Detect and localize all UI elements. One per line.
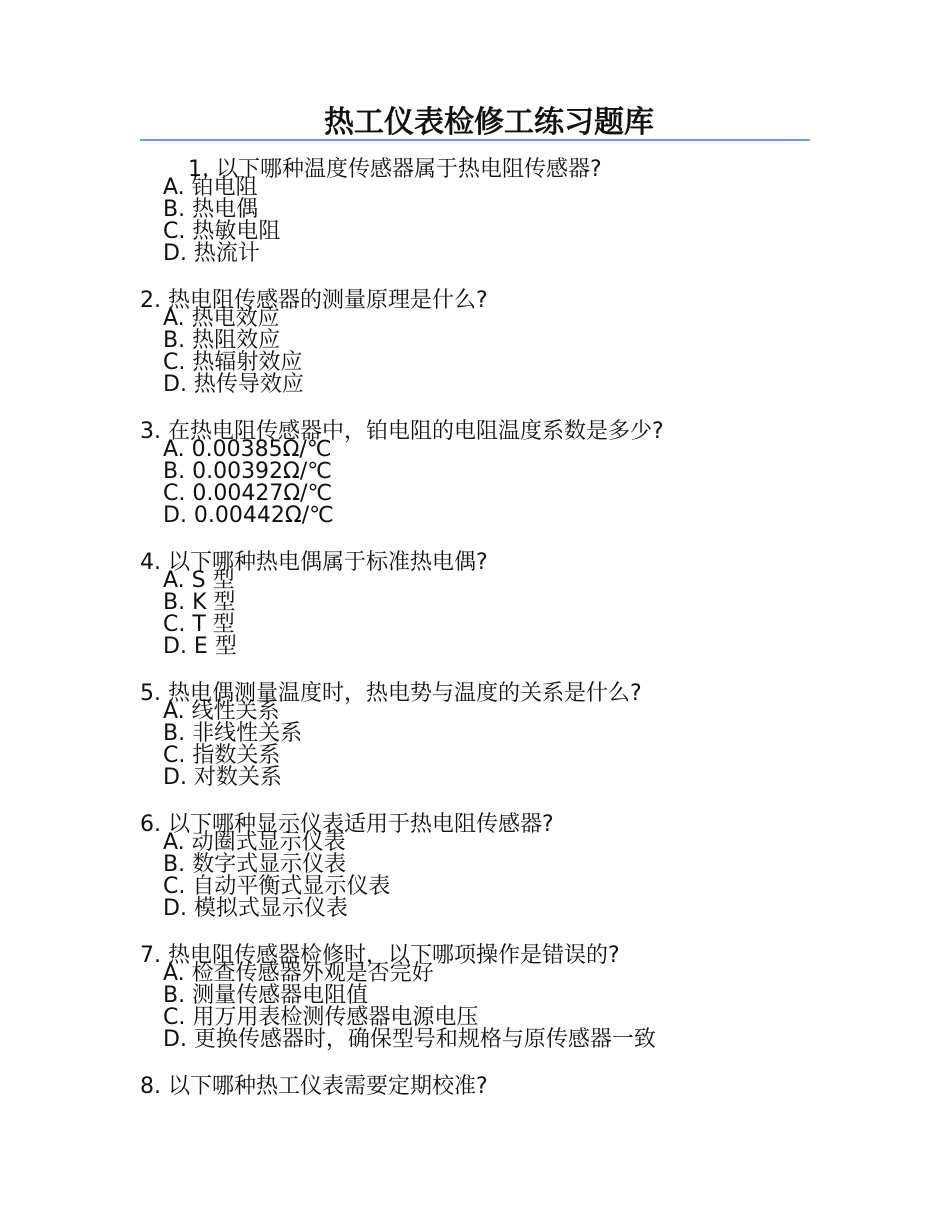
question-text: 6. 以下哪种显示仪表适用于热电阻传感器?: [140, 812, 554, 837]
option-d: D. E 型: [163, 634, 237, 659]
option-b: B. 热阻效应: [163, 328, 281, 353]
option-c: C. 热辐射效应: [163, 350, 303, 375]
question-item: [140, 155, 800, 265]
option-d: D. 热流计: [163, 241, 260, 266]
option-b: B. 0.00392Ω/℃: [163, 459, 332, 484]
question-item: [140, 1072, 800, 1102]
question-text: 4. 以下哪种热电偶属于标准热电偶?: [140, 550, 488, 575]
question-item: [140, 941, 800, 1051]
option-b: B. K 型: [163, 590, 236, 615]
option-c: C. 用万用表检测传感器电源电压: [163, 1005, 479, 1030]
option-a: A. 0.00385Ω/℃: [163, 437, 332, 462]
option-d: D. 0.00442Ω/℃: [163, 503, 334, 528]
document-title: 热工仪表检修工练习题库: [324, 105, 654, 140]
question-text: 2. 热电阻传感器的测量原理是什么?: [140, 288, 488, 313]
option-c: C. 自动平衡式显示仪表: [163, 874, 391, 899]
option-list: [140, 963, 800, 1051]
option-b: B. 数字式显示仪表: [163, 852, 347, 877]
option-b: B. 非线性关系: [163, 721, 303, 746]
option-c: C. 热敏电阻: [163, 219, 281, 244]
question-text: 7. 热电阻传感器检修时，以下哪项操作是错误的?: [140, 943, 620, 968]
option-a: A. 热电效应: [163, 306, 280, 331]
title-underline: [140, 139, 810, 141]
option-c: C. 指数关系: [163, 743, 281, 768]
option-list: [140, 308, 800, 396]
option-b: B. 测量传感器电阻值: [163, 983, 369, 1008]
option-list: [140, 439, 800, 527]
option-d: D. 对数关系: [163, 765, 282, 790]
option-a: A. 铂电阻: [163, 175, 258, 200]
option-list: [140, 701, 800, 789]
question-text: 5. 热电偶测量温度时，热电势与温度的关系是什么?: [140, 681, 642, 706]
option-list: [140, 570, 800, 658]
question-item: [140, 810, 800, 920]
question-text: 1. 以下哪种温度传感器属于热电阻传感器?: [188, 157, 602, 182]
question-item: [140, 417, 800, 527]
question-text: 3. 在热电阻传感器中，铂电阻的电阻温度系数是多少?: [140, 419, 664, 444]
option-a: A. 检查传感器外观是否完好: [163, 961, 434, 986]
option-list: [140, 177, 800, 265]
question-list: [140, 155, 800, 1123]
option-a: A. 线性关系: [163, 699, 280, 724]
option-c: C. T 型: [163, 612, 235, 637]
question-item: [140, 679, 800, 789]
question-text: 8. 以下哪种热工仪表需要定期校准?: [140, 1074, 488, 1099]
option-a: A. S 型: [163, 568, 235, 593]
option-d: D. 更换传感器时，确保型号和规格与原传感器一致: [163, 1027, 656, 1052]
option-d: D. 模拟式显示仪表: [163, 896, 348, 921]
question-item: [140, 548, 800, 658]
option-list: [140, 832, 800, 920]
option-b: B. 热电偶: [163, 197, 259, 222]
option-a: A. 动圈式显示仪表: [163, 830, 346, 855]
option-c: C. 0.00427Ω/℃: [163, 481, 333, 506]
option-d: D. 热传导效应: [163, 372, 304, 397]
question-item: [140, 286, 800, 396]
